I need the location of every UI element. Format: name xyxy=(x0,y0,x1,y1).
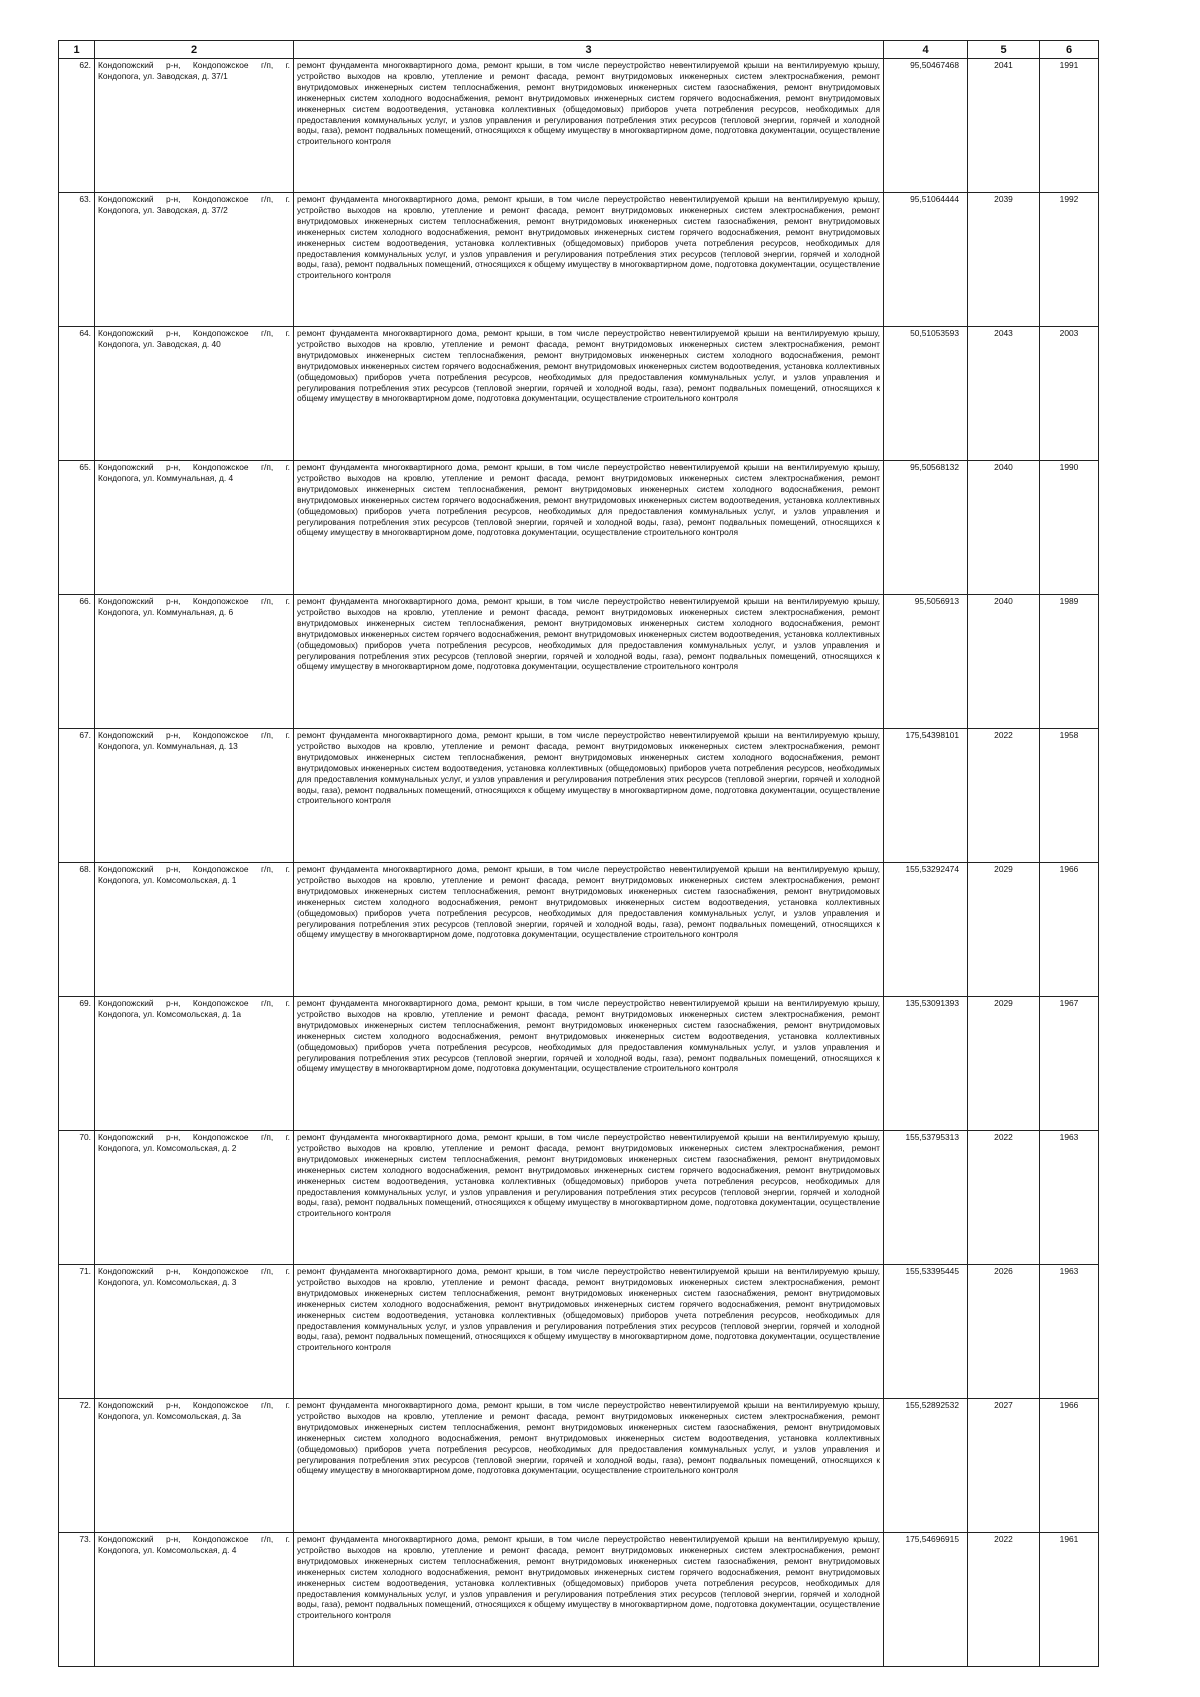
table-row xyxy=(59,997,1099,1131)
row-build-year: 2003 xyxy=(1040,327,1099,461)
row-number: 65. xyxy=(59,461,95,595)
header-cell-4: 4 xyxy=(884,41,968,59)
row-works: ремонт фундамента многоквартирного дома, ремонт крыши, в том числе переустройство невентилируемой крыши на вентилируемую крышу, устройство выходов на кровлю, утепление и ремонт фасада, ремонт внутридомовых инженерных систем электроснабжения, ремонт внутридомовых инженерных систем теплоснабжения, ремонт внутридомовых инженерных систем газоснабжения, ремонт внутридомовых инженерных систем холодного водоснабжения, ремонт внутридомовых инженерных систем горячего водоснабжения, ремонт внутридомовых инженерных систем водоотведения, установка коллективных (общедомовых) приборов учета потребления ресурсов, необходимых для предоставления коммунальных услуг, и узлов управления и регулирования потребления этих ресурсов (тепловой энергии, горячей и холодной воды, газа), ремонт подвальных помещений, относящихся к общему имуществу в многоквартирном доме, подготовка документации, осуществление строительного контроля xyxy=(294,59,884,193)
row-number: 62. xyxy=(59,59,95,193)
row-works: ремонт фундамента многоквартирного дома, ремонт крыши, в том числе переустройство невентилируемой крыши на вентилируемую крышу, устройство выходов на кровлю, утепление и ремонт фасада, ремонт внутридомовых инженерных систем электроснабжения, ремонт внутридомовых инженерных систем теплоснабжения, ремонт внутридомовых инженерных систем газоснабжения, ремонт внутридомовых инженерных систем холодного водоснабжения, ремонт внутридомовых инженерных систем горячего водоснабжения, ремонт внутридомовых инженерных систем водоотведения, установка коллективных (общедомовых) приборов учета потребления ресурсов, необходимых для предоставления коммунальных услуг, и узлов управления и регулирования потребления этих ресурсов (тепловой энергии, горячей и холодной воды, газа), ремонт подвальных помещений, относящихся к общему имуществу в многоквартирном доме, подготовка документации, осуществление строительного контроля xyxy=(294,1533,884,1667)
row-address: Кондопожский р-н, Кондопожское г/п, г. Кондопога, ул. Коммунальная, д. 4 xyxy=(95,461,294,595)
header-cell-3: 3 xyxy=(294,41,884,59)
header-cell-6: 6 xyxy=(1040,41,1099,59)
document-page xyxy=(58,40,1098,1667)
row-address: Кондопожский р-н, Кондопожское г/п, г. Кондопога, ул. Комсомольская, д. 2 xyxy=(95,1131,294,1265)
row-number: 73. xyxy=(59,1533,95,1667)
row-works: ремонт фундамента многоквартирного дома, ремонт крыши, в том числе переустройство невентилируемой крыши на вентилируемую крышу, устройство выходов на кровлю, утепление и ремонт фасада, ремонт внутридомовых инженерных систем электроснабжения, ремонт внутридомовых инженерных систем теплоснабжения, ремонт внутридомовых инженерных систем холодного водоснабжения, ремонт внутридомовых инженерных систем горячего водоснабжения, ремонт внутридомовых инженерных систем водоотведения, установка коллективных (общедомовых) приборов учета потребления ресурсов, необходимых для предоставления коммунальных услуг, и узлов управления и регулирования потребления этих ресурсов (тепловой энергии, горячей и холодной воды, газа), ремонт подвальных помещений, относящихся к общему имуществу в многоквартирном доме, подготовка документации, осуществление строительного контроля xyxy=(294,461,884,595)
row-address: Кондопожский р-н, Кондопожское г/п, г. Кондопога, ул. Заводская, д. 37/2 xyxy=(95,193,294,327)
row-address: Кондопожский р-н, Кондопожское г/п, г. Кондопога, ул. Комсомольская, д. 4 xyxy=(95,1533,294,1667)
row-build-year: 1963 xyxy=(1040,1131,1099,1265)
row-build-year: 1992 xyxy=(1040,193,1099,327)
row-works: ремонт фундамента многоквартирного дома, ремонт крыши, в том числе переустройство невентилируемой крыши на вентилируемую крышу, устройство выходов на кровлю, утепление и ремонт фасада, ремонт внутридомовых инженерных систем электроснабжения, ремонт внутридомовых инженерных систем теплоснабжения, ремонт внутридомовых инженерных систем газоснабжения, ремонт внутридомовых инженерных систем холодного водоснабжения, ремонт внутридомовых инженерных систем водоотведения, установка коллективных (общедомовых) приборов учета потребления ресурсов, необходимых для предоставления коммунальных услуг, и узлов управления и регулирования потребления этих ресурсов (тепловой энергии, горячей и холодной воды, газа), ремонт подвальных помещений, относящихся к общему имуществу в многоквартирном доме, подготовка документации, осуществление строительного контроля xyxy=(294,863,884,997)
row-build-year: 1990 xyxy=(1040,461,1099,595)
row-cost: 175,54696915 xyxy=(884,1533,968,1667)
row-cost: 175,54398101 xyxy=(884,729,968,863)
row-repair-year: 2040 xyxy=(968,595,1040,729)
row-number: 72. xyxy=(59,1399,95,1533)
row-address: Кондопожский р-н, Кондопожское г/п, г. Кондопога, ул. Коммунальная, д. 13 xyxy=(95,729,294,863)
row-works: ремонт фундамента многоквартирного дома, ремонт крыши, в том числе переустройство невентилируемой крыши на вентилируемую крышу, устройство выходов на кровлю, утепление и ремонт фасада, ремонт внутридомовых инженерных систем электроснабжения, ремонт внутридомовых инженерных систем теплоснабжения, ремонт внутридомовых инженерных систем холодного водоснабжения, ремонт внутридомовых инженерных систем горячего водоснабжения, ремонт внутридомовых инженерных систем водоотведения, установка коллективных (общедомовых) приборов учета потребления ресурсов, необходимых для предоставления коммунальных услуг, и узлов управления и регулирования потребления этих ресурсов (тепловой энергии, горячей и холодной воды, газа), ремонт подвальных помещений, относящихся к общему имуществу в многоквартирном доме, подготовка документации, осуществление строительного контроля xyxy=(294,327,884,461)
row-number: 64. xyxy=(59,327,95,461)
row-address: Кондопожский р-н, Кондопожское г/п, г. Кондопога, ул. Заводская, д. 37/1 xyxy=(95,59,294,193)
row-works: ремонт фундамента многоквартирного дома, ремонт крыши, в том числе переустройство невентилируемой крыши на вентилируемую крышу, устройство выходов на кровлю, утепление и ремонт фасада, ремонт внутридомовых инженерных систем электроснабжения, ремонт внутридомовых инженерных систем теплоснабжения, ремонт внутридомовых инженерных систем газоснабжения, ремонт внутридомовых инженерных систем холодного водоснабжения, ремонт внутридомовых инженерных систем горячего водоснабжения, ремонт внутридомовых инженерных систем водоотведения, установка коллективных (общедомовых) приборов учета потребления ресурсов, необходимых для предоставления коммунальных услуг, и узлов управления и регулирования потребления этих ресурсов (тепловой энергии, горячей и холодной воды, газа), ремонт подвальных помещений, относящихся к общему имуществу в многоквартирном доме, подготовка документации, осуществление строительного контроля xyxy=(294,193,884,327)
row-build-year: 1966 xyxy=(1040,1399,1099,1533)
row-address: Кондопожский р-н, Кондопожское г/п, г. Кондопога, ул. Коммунальная, д. 6 xyxy=(95,595,294,729)
table-row xyxy=(59,595,1099,729)
row-cost: 155,53292474 xyxy=(884,863,968,997)
row-repair-year: 2027 xyxy=(968,1399,1040,1533)
row-build-year: 1963 xyxy=(1040,1265,1099,1399)
row-number: 67. xyxy=(59,729,95,863)
header-cell-1: 1 xyxy=(59,41,95,59)
row-number: 69. xyxy=(59,997,95,1131)
row-address: Кондопожский р-н, Кондопожское г/п, г. Кондопога, ул. Комсомольская, д. 1 xyxy=(95,863,294,997)
row-number: 71. xyxy=(59,1265,95,1399)
row-repair-year: 2043 xyxy=(968,327,1040,461)
table-row xyxy=(59,729,1099,863)
row-cost: 155,53795313 xyxy=(884,1131,968,1265)
row-cost: 155,52892532 xyxy=(884,1399,968,1533)
row-repair-year: 2039 xyxy=(968,193,1040,327)
row-cost: 155,53395445 xyxy=(884,1265,968,1399)
row-build-year: 1966 xyxy=(1040,863,1099,997)
header-cell-2: 2 xyxy=(95,41,294,59)
table-row xyxy=(59,863,1099,997)
row-repair-year: 2041 xyxy=(968,59,1040,193)
row-address: Кондопожский р-н, Кондопожское г/п, г. Кондопога, ул. Заводская, д. 40 xyxy=(95,327,294,461)
row-repair-year: 2029 xyxy=(968,863,1040,997)
row-number: 63. xyxy=(59,193,95,327)
table-row xyxy=(59,1399,1099,1533)
row-repair-year: 2022 xyxy=(968,729,1040,863)
row-repair-year: 2022 xyxy=(968,1533,1040,1667)
row-works: ремонт фундамента многоквартирного дома, ремонт крыши, в том числе переустройство невентилируемой крыши на вентилируемую крышу, устройство выходов на кровлю, утепление и ремонт фасада, ремонт внутридомовых инженерных систем электроснабжения, ремонт внутридомовых инженерных систем теплоснабжения, ремонт внутридомовых инженерных систем газоснабжения, ремонт внутридомовых инженерных систем холодного водоснабжения, ремонт внутридомовых инженерных систем горячего водоснабжения, ремонт внутридомовых инженерных систем водоотведения, установка коллективных (общедомовых) приборов учета потребления ресурсов, необходимых для предоставления коммунальных услуг, и узлов управления и регулирования потребления этих ресурсов (тепловой энергии, горячей и холодной воды, газа), ремонт подвальных помещений, относящихся к общему имуществу в многоквартирном доме, подготовка документации, осуществление строительного контроля xyxy=(294,1265,884,1399)
row-works: ремонт фундамента многоквартирного дома, ремонт крыши, в том числе переустройство невентилируемой крыши на вентилируемую крышу, устройство выходов на кровлю, утепление и ремонт фасада, ремонт внутридомовых инженерных систем электроснабжения, ремонт внутридомовых инженерных систем теплоснабжения, ремонт внутридомовых инженерных систем газоснабжения, ремонт внутридомовых инженерных систем холодного водоснабжения, ремонт внутридомовых инженерных систем водоотведения, установка коллективных (общедомовых) приборов учета потребления ресурсов, необходимых для предоставления коммунальных услуг, и узлов управления и регулирования потребления этих ресурсов (тепловой энергии, горячей и холодной воды, газа), ремонт подвальных помещений, относящихся к общему имуществу в многоквартирном доме, подготовка документации, осуществление строительного контроля xyxy=(294,1399,884,1533)
row-works: ремонт фундамента многоквартирного дома, ремонт крыши, в том числе переустройство невентилируемой крыши на вентилируемую крышу, устройство выходов на кровлю, утепление и ремонт фасада, ремонт внутридомовых инженерных систем электроснабжения, ремонт внутридомовых инженерных систем теплоснабжения, ремонт внутридомовых инженерных систем газоснабжения, ремонт внутридомовых инженерных систем холодного водоснабжения, ремонт внутридомовых инженерных систем водоотведения, установка коллективных (общедомовых) приборов учета потребления ресурсов, необходимых для предоставления коммунальных услуг, и узлов управления и регулирования потребления этих ресурсов (тепловой энергии, горячей и холодной воды, газа), ремонт подвальных помещений, относящихся к общему имуществу в многоквартирном доме, подготовка документации, осуществление строительного контроля xyxy=(294,997,884,1131)
header-row xyxy=(59,41,1099,59)
row-works: ремонт фундамента многоквартирного дома, ремонт крыши, в том числе переустройство невентилируемой крыши на вентилируемую крышу, устройство выходов на кровлю, утепление и ремонт фасада, ремонт внутридомовых инженерных систем электроснабжения, ремонт внутридомовых инженерных систем теплоснабжения, ремонт внутридомовых инженерных систем холодного водоснабжения, ремонт внутридомовых инженерных систем водоотведения, установка коллективных (общедомовых) приборов учета потребления ресурсов, необходимых для предоставления коммунальных услуг, и узлов управления и регулирования потребления этих ресурсов (тепловой энергии, горячей и холодной воды, газа), ремонт подвальных помещений, относящихся к общему имуществу в многоквартирном доме, подготовка документации, осуществление строительного контроля xyxy=(294,729,884,863)
table-body xyxy=(59,59,1099,1667)
row-build-year: 1961 xyxy=(1040,1533,1099,1667)
table-row xyxy=(59,1131,1099,1265)
header-cell-5: 5 xyxy=(968,41,1040,59)
row-cost: 95,50568132 xyxy=(884,461,968,595)
row-cost: 135,53091393 xyxy=(884,997,968,1131)
table-row xyxy=(59,1265,1099,1399)
row-number: 68. xyxy=(59,863,95,997)
row-repair-year: 2040 xyxy=(968,461,1040,595)
row-address: Кондопожский р-н, Кондопожское г/п, г. Кондопога, ул. Комсомольская, д. 3а xyxy=(95,1399,294,1533)
row-build-year: 1958 xyxy=(1040,729,1099,863)
row-repair-year: 2022 xyxy=(968,1131,1040,1265)
row-cost: 50,51053593 xyxy=(884,327,968,461)
row-address: Кондопожский р-н, Кондопожское г/п, г. Кондопога, ул. Комсомольская, д. 3 xyxy=(95,1265,294,1399)
row-cost: 95,50467468 xyxy=(884,59,968,193)
row-cost: 95,51064444 xyxy=(884,193,968,327)
row-works: ремонт фундамента многоквартирного дома, ремонт крыши, в том числе переустройство невентилируемой крыши на вентилируемую крышу, устройство выходов на кровлю, утепление и ремонт фасада, ремонт внутридомовых инженерных систем электроснабжения, ремонт внутридомовых инженерных систем теплоснабжения, ремонт внутридомовых инженерных систем холодного водоснабжения, ремонт внутридомовых инженерных систем горячего водоснабжения, ремонт внутридомовых инженерных систем водоотведения, установка коллективных (общедомовых) приборов учета потребления ресурсов, необходимых для предоставления коммунальных услуг, и узлов управления и регулирования потребления этих ресурсов (тепловой энергии, горячей и холодной воды, газа), ремонт подвальных помещений, относящихся к общему имуществу в многоквартирном доме, подготовка документации, осуществление строительного контроля xyxy=(294,595,884,729)
row-build-year: 1989 xyxy=(1040,595,1099,729)
row-repair-year: 2029 xyxy=(968,997,1040,1131)
table-row xyxy=(59,1533,1099,1667)
row-build-year: 1967 xyxy=(1040,997,1099,1131)
row-number: 70. xyxy=(59,1131,95,1265)
row-number: 66. xyxy=(59,595,95,729)
row-cost: 95,5056913 xyxy=(884,595,968,729)
table-row xyxy=(59,59,1099,193)
repair-program-table xyxy=(58,40,1099,1667)
row-repair-year: 2026 xyxy=(968,1265,1040,1399)
table-row xyxy=(59,193,1099,327)
row-works: ремонт фундамента многоквартирного дома, ремонт крыши, в том числе переустройство невентилируемой крыши на вентилируемую крышу, устройство выходов на кровлю, утепление и ремонт фасада, ремонт внутридомовых инженерных систем электроснабжения, ремонт внутридомовых инженерных систем теплоснабжения, ремонт внутридомовых инженерных систем газоснабжения, ремонт внутридомовых инженерных систем холодного водоснабжения, ремонт внутридомовых инженерных систем горячего водоснабжения, ремонт внутридомовых инженерных систем водоотведения, установка коллективных (общедомовых) приборов учета потребления ресурсов, необходимых для предоставления коммунальных услуг, и узлов управления и регулирования потребления этих ресурсов (тепловой энергии, горячей и холодной воды, газа), ремонт подвальных помещений, относящихся к общему имуществу в многоквартирном доме, подготовка документации, осуществление строительного контроля xyxy=(294,1131,884,1265)
row-address: Кондопожский р-н, Кондопожское г/п, г. Кондопога, ул. Комсомольская, д. 1а xyxy=(95,997,294,1131)
table-row xyxy=(59,327,1099,461)
table-row xyxy=(59,461,1099,595)
row-build-year: 1991 xyxy=(1040,59,1099,193)
